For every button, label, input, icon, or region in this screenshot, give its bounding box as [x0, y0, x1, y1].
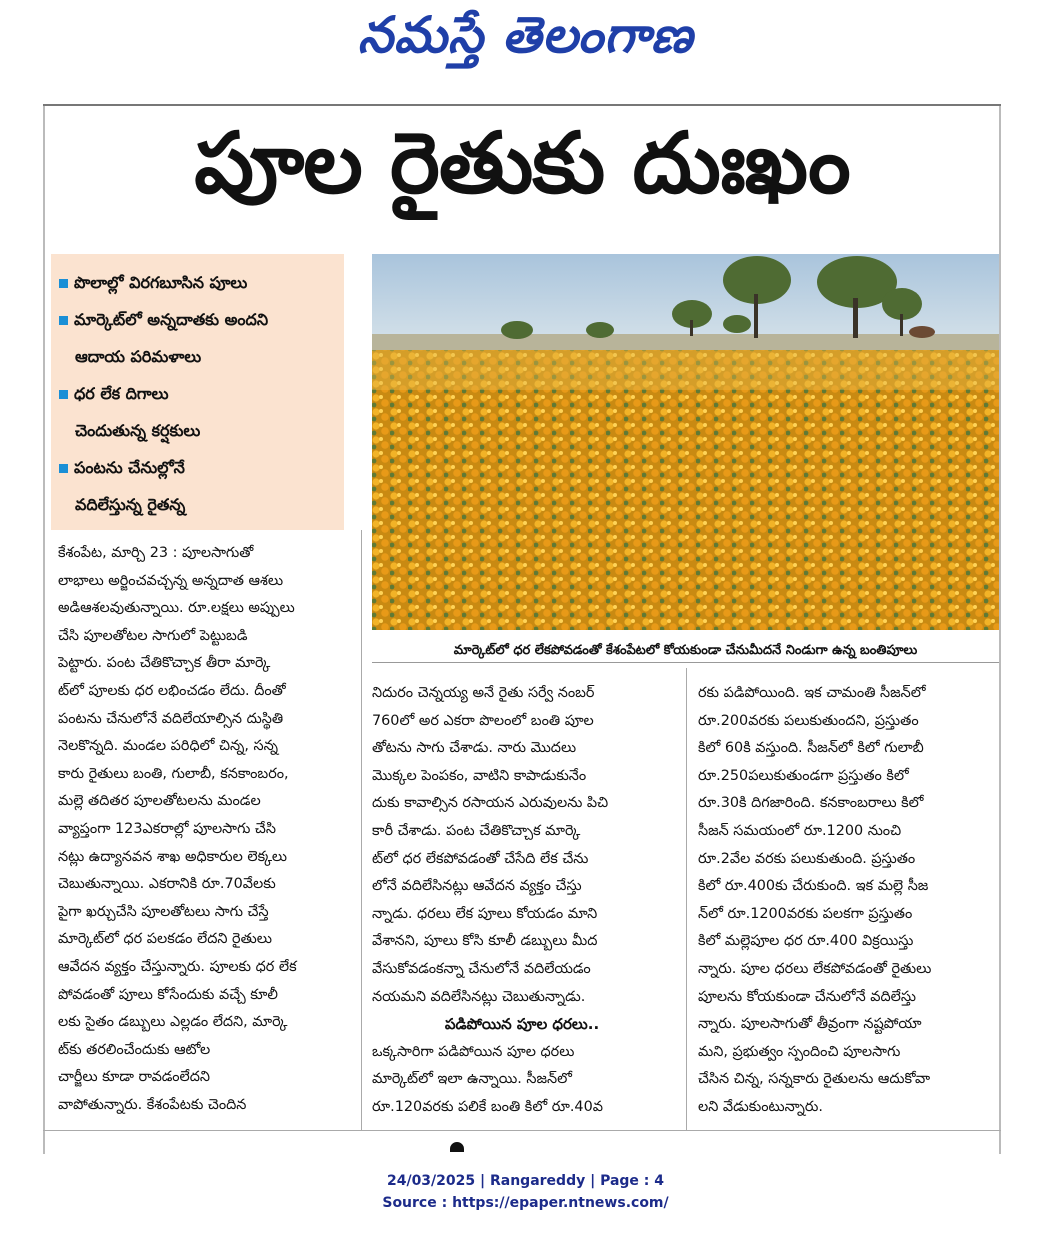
bottom-divider	[43, 1130, 1001, 1131]
bullet-square-icon	[59, 390, 68, 399]
highlight-item: పొలాల్లో విరగబూసిన పూలు	[59, 264, 334, 301]
article-line: న్నాడు. ధరలు లేక పూలు కోయడం మాని	[372, 905, 598, 922]
column-divider	[361, 530, 362, 1130]
highlight-item-cont: వదిలేస్తున్న రైతన్న	[75, 495, 186, 514]
article-line: వాపోతున్నారు. కేశంపేటకు చెందిన	[58, 1096, 247, 1113]
article-line: కారీ చేశాడు. పంట చేతికొచ్చాక మార్కె	[372, 822, 581, 839]
article-line: నెలకొన్నది. మండల పరిధిలో చిన్న, సన్న	[58, 738, 279, 755]
article-line: రూ.120వరకు పలికే బంతి కిలో రూ.40వ	[372, 1098, 603, 1115]
article-line: న్‌లో రూ.1200వరకు పలకగా ప్రస్తుతం	[698, 905, 913, 922]
article-line: రూ.30కి దిగజారింది. కనకాంబరాలు కిలో	[698, 795, 924, 812]
right-border	[999, 106, 1001, 1154]
article-line: వేశానని, పూలు కోసి కూలీ డబ్బులు మీద	[372, 933, 598, 950]
masthead-logo: నమస్తే తెలంగాణ	[357, 5, 694, 64]
article-line: పెట్టారు. పంట చేతికొచ్చాక తీరా మార్కె	[58, 655, 271, 672]
article-line: ఒక్కసారిగా పడిపోయిన పూల ధరలు	[372, 1043, 575, 1060]
page-ornament	[450, 1142, 464, 1152]
article-line: లాభాలు అర్జించవచ్చన్న అన్నదాత ఆశలు	[58, 572, 284, 589]
article-column-3	[698, 680, 998, 1122]
article-line: కిలో 60కి వస్తుంది. సీజన్‌లో కిలో గులాబీ	[698, 740, 924, 757]
highlight-item: ధర లేక దిగాలు	[59, 375, 334, 412]
marigold-field-photo	[372, 254, 999, 630]
highlight-item-cont: చెందుతున్న కర్షకులు	[75, 421, 201, 440]
article-line: పంటను చేనులోనే వదిలేయాల్సిన దుస్థితి	[58, 710, 284, 727]
column-divider	[686, 668, 687, 1130]
article-line: చేసిన చిన్న, సన్నకారు రైతులను ఆదుకోవా	[698, 1071, 931, 1088]
article-line: లని వేడుకుంటున్నారు.	[698, 1098, 823, 1115]
article-line: సీజన్ సమయంలో రూ.1200 నుంచి	[698, 822, 902, 839]
article-line: దుకు కావాల్సిన రసాయన ఎరువులను పిచి	[372, 795, 609, 812]
article-line: ట్‌లో ధర లేకపోవడంతో చేసేది లేక చేను	[372, 850, 589, 867]
article-line: వేసుకోవడంకన్నా చేనులోనే వదిలేయడం	[372, 960, 591, 977]
article-line: ట్‌కు తరలించేందుకు ఆటోల	[58, 1041, 211, 1058]
photo-caption: మార్కెట్‌లో ధర లేకపోవడంతో కేశంపేటలో కోయకుండా చేనుమీదనే నిండుగా ఉన్న బంతిపూలు	[372, 640, 999, 663]
article-line: కారు రైతులు బంతి, గులాబీ, కనకాంబరం,	[58, 765, 289, 782]
highlights-box	[51, 254, 344, 530]
article-line: నయమని వదిలేసినట్లు చెబుతున్నాడు.	[372, 988, 586, 1005]
article-line: న్నారు. పూల ధరలు లేకపోవడంతో రైతులు	[698, 960, 932, 977]
article-column-2	[372, 680, 672, 1122]
article-line: మార్కెట్‌లో ఇలా ఉన్నాయి. సీజన్‌లో	[372, 1071, 572, 1088]
masthead	[0, 5, 1051, 74]
bullet-square-icon	[59, 316, 68, 325]
article-line: 760లో అర ఎకరా పొలంలో బంతి పూల	[372, 712, 594, 729]
article-line: రూ.2వేల వరకు పలుకుతుంది. ప్రస్తుతం	[698, 850, 916, 867]
top-divider	[43, 104, 1001, 106]
article-line: మార్కెట్‌లో ధర పలకడం లేదని రైతులు	[58, 931, 272, 948]
footer	[0, 1170, 1051, 1214]
bullet-square-icon	[59, 464, 68, 473]
article-line: రూ.250పలుకుతుండగా ప్రస్తుతం కిలో	[698, 767, 909, 784]
bullet-square-icon	[59, 279, 68, 288]
article-line: రకు పడిపోయింది. ఇక చామంతి సీజన్‌లో	[698, 685, 926, 701]
article-line: అడిఆశలవుతున్నాయి. రూ.లక్షలు అప్పులు	[58, 600, 295, 617]
article-line: చేసి పూలతోటల సాగులో పెట్టుబడి	[58, 627, 248, 644]
article-line: నిదురం చెన్నయ్య అనే రైతు సర్వే నంబర్	[372, 685, 595, 701]
article-line: కిలో రూ.400కు చేరుకుంది. ఇక మల్లె సీజ	[698, 878, 929, 895]
article-line: వ్యాప్తంగా 123ఎకరాల్లో పూలసాగు చేసి	[58, 820, 276, 837]
article-line: పూలను కోయకుండా చేనులోనే వదిలేస్తు	[698, 988, 916, 1005]
article-line: ట్‌లో పూలకు ధర లభించడం లేదు. దీంతో	[58, 682, 286, 699]
highlight-item-cont: ఆదాయ పరిమళాలు	[75, 347, 202, 366]
article-column-1	[58, 540, 348, 1119]
article-line: పైగా ఖర్చుచేసి పూలతోటలు సాగు చేస్తే	[58, 903, 269, 920]
article-line: చెబుతున్నాయి. ఎకరానికి రూ.70వేలకు	[58, 876, 276, 893]
footer-source-link[interactable]: Source : https://epaper.ntnews.com/	[382, 1195, 669, 1211]
article-line: న్నారు. పూలసాగుతో తీవ్రంగా నష్టపోయా	[698, 1016, 922, 1033]
article-line: రూ.200వరకు పలుకుతుందని, ప్రస్తుతం	[698, 712, 919, 729]
article-subheading: పడిపోయిన పూల ధరలు..	[444, 1015, 600, 1034]
footer-date-edition: 24/03/2025 | Rangareddy | Page : 4	[386, 1173, 665, 1189]
article-line: మొక్కల పెంపకం, వాటిని కాపాడుకునేం	[372, 767, 587, 784]
article-line: లకు సైతం డబ్బులు ఎల్లడం లేదని, మార్కె	[58, 1014, 288, 1031]
article-line: ఆవేదన వ్యక్తం చేస్తున్నారు. పూలకు ధర లేక	[58, 958, 297, 975]
highlight-item: మార్కెట్‌లో అన్నదాతకు అందని	[59, 301, 334, 338]
article-line: నట్లు ఉద్యానవన శాఖ అధికారుల లెక్కలు	[58, 848, 288, 865]
left-border	[43, 106, 45, 1154]
article-line: తోటను సాగు చేశాడు. నారు మొదలు	[372, 740, 577, 757]
article-line: మల్లె తదితర పూలతోటలను మండల	[58, 793, 261, 810]
article-line: మని, ప్రభుత్వం స్పందించి పూలసాగు	[698, 1043, 901, 1060]
article-line: చార్జీలు కూడా రావడంలేదని	[58, 1069, 211, 1086]
article-line: కేశంపేట, మార్చి 23 : పూలసాగుతో	[58, 545, 254, 561]
headline: పూల రైతుకు దుఃఖం	[194, 113, 850, 212]
highlight-item: పంటను చేనుల్లోనే	[59, 449, 334, 486]
article-line: పోవడంతో పూలు కోసేందుకు వచ్చే కూలీ	[58, 986, 278, 1003]
article-line: కిలో మల్లెపూల ధర రూ.400 విక్రయిస్తు	[698, 933, 914, 950]
article-line: లోనే వదిలేసినట్లు ఆవేదన వ్యక్తం చేస్తు	[372, 878, 582, 895]
